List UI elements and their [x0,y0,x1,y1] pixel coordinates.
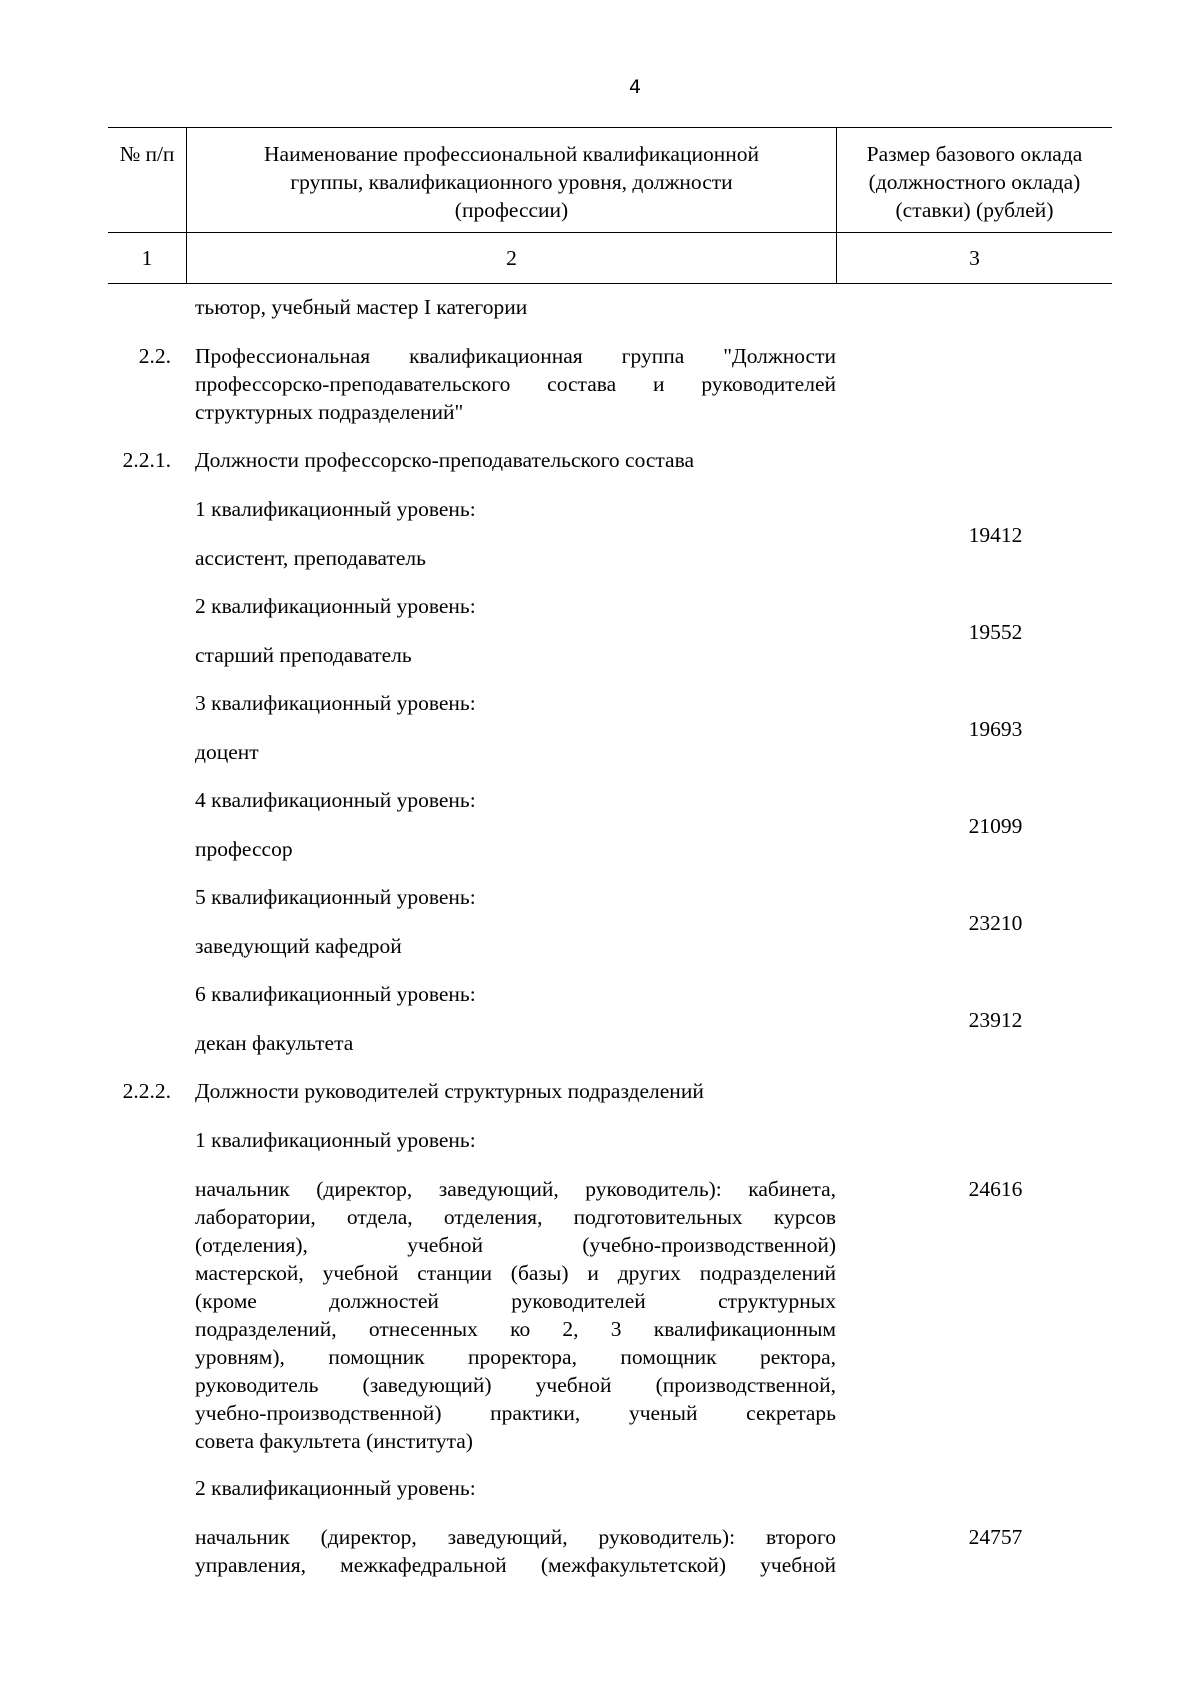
text-line: совета факультета (института) [195,1429,473,1453]
position-label: профессор [195,837,293,861]
level-label: 4 квалификационный уровень: [195,788,476,812]
text-line: начальник (директор, заведующий, руководитель): второго [195,1525,836,1549]
row-text: Должности руководителей структурных подразделений [195,1079,704,1103]
salary-value: 19693 [968,717,1023,741]
row-number: 2.2.2. [122,1079,171,1103]
position-label: старший преподаватель [195,643,412,667]
position-label: заведующий кафедрой [195,934,402,958]
salary-value: 23210 [968,911,1023,935]
header-line: группы, квалификационного уровня, должности [290,170,733,194]
column-number: 1 [108,233,187,283]
column-number: 2 [187,233,837,283]
level-label: 2 квалификационный уровень: [195,594,476,618]
text-line: начальник (директор, заведующий, руководитель): кабинета, [195,1177,836,1201]
header-cell-name [187,128,837,232]
position-label: доцент [195,740,259,764]
level-label: 2 квалификационный уровень: [195,1476,476,1500]
text-line: руководитель (заведующий) учебной (производственной, [195,1373,836,1397]
level-label: 6 квалификационный уровень: [195,982,476,1006]
header-row [108,128,1112,233]
level-label: 1 квалификационный уровень: [195,1128,476,1152]
text-line: профессорско-преподавательского состава и руководителей [195,372,836,396]
row-text: Должности профессорско-преподавательского состава [195,448,695,472]
level-label: 1 квалификационный уровень: [195,497,476,521]
text-line: (кроме должностей руководителей структурных [195,1289,836,1313]
position-label [195,1175,836,1455]
salary-value: 21099 [968,814,1023,838]
column-numbers-row [108,233,1112,283]
salary-value: 24757 [968,1525,1023,1549]
text-line: мастерской, учебной станции (базы) и других подразделений [195,1261,836,1285]
text-line: (отделения), учебной (учебно-производственной) [195,1233,836,1257]
header-line: Размер базового оклада [866,142,1083,166]
row-number: 2.2.1. [122,448,171,472]
position-label: ассистент, преподаватель [195,546,426,570]
text-line: лаборатории, отдела, отделения, подготовительных курсов [195,1205,836,1229]
salary-value: 23912 [968,1008,1023,1032]
level-label: 5 квалификационный уровень: [195,885,476,909]
salary-value: 19552 [968,620,1023,644]
text-line: уровням), помощник проректора, помощник ректора, [195,1345,836,1369]
row-text [195,342,836,426]
header-cell-salary [837,128,1112,232]
text-line: управления, межкафедральной (межфакультетской) учебной [195,1553,836,1577]
salary-value: 24616 [968,1177,1023,1201]
page-number: 4 [628,76,642,98]
position-label: декан факультета [195,1031,354,1055]
level-label: 3 квалификационный уровень: [195,691,476,715]
text-line: структурных подразделений" [195,400,464,424]
header-line: (профессии) [454,198,569,222]
header-line: (должностного оклада) [868,170,1081,194]
text-line: учебно-производственной) практики, ученый секретарь [195,1401,836,1425]
position-label [195,1523,836,1579]
column-number: 3 [969,246,980,270]
salary-value: 19412 [968,523,1023,547]
header-line: (ставки) (рублей) [895,198,1054,222]
header-line: Наименование профессиональной квалификационной [264,142,759,166]
header-cell-number: № п/п [108,128,187,232]
row-text: тьютор, учебный мастер I категории [195,295,528,319]
row-number: 2.2. [138,344,171,368]
table-header [108,127,1112,284]
text-line: Профессиональная квалификационная группа "Должности [195,344,836,368]
text-line: подразделений, отнесенных ко 2, 3 квалификационным [195,1317,836,1341]
